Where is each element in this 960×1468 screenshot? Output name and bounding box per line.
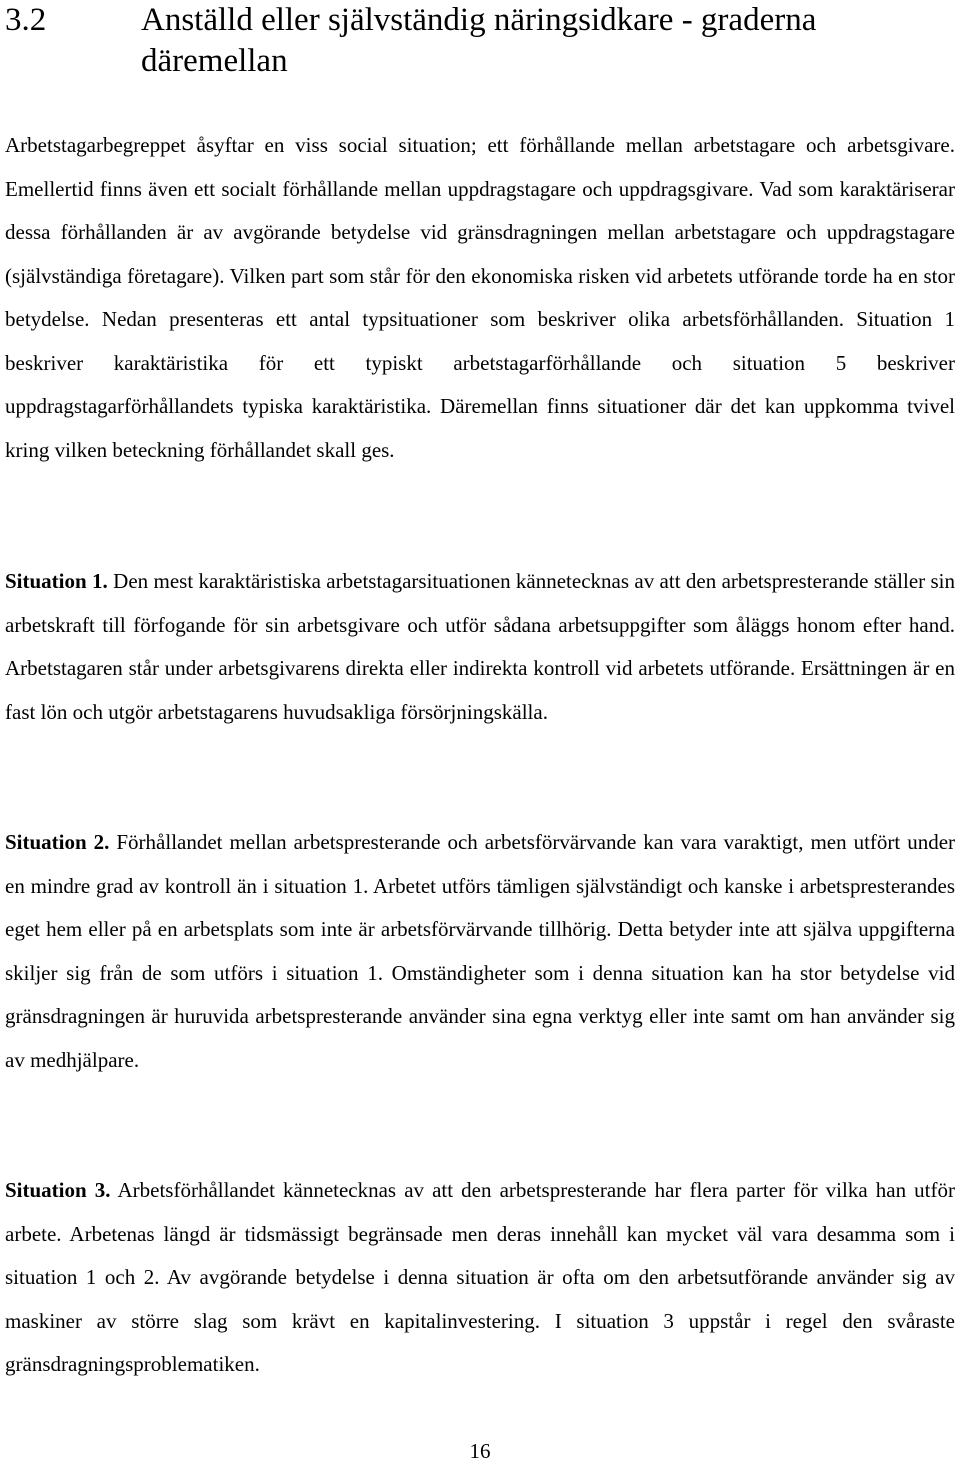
situation-2-label: Situation 2. — [5, 830, 110, 854]
section-title: Anställd eller självständig näringsidkare - graderna däremellan — [141, 2, 817, 79]
section-heading — [5, 0, 955, 82]
situation-1-text: Den mest karaktäristiska arbetstagarsituationen kännetecknas av att den arbetspresterande ställer sin arbetskraft till förfogande för sin arbetsgivare och utför sådana arbetsuppgifter som åläggs honom efter hand. Arbetstagaren står under arbetsgivarens direkta eller indirekta kontroll vid arbetets utförande. Ersättningen är en fast lön och utgör arbetstagarens huvudsakliga försörjningskälla. — [5, 569, 955, 724]
situation-2-text: Förhållandet mellan arbetspresterande och arbetsförvärvande kan vara varaktigt, men utfört under en mindre grad av kontroll än i situation 1. Arbetet utförs tämligen självständigt och kanske i arbetspresterandes eget hem eller på en arbetsplats som inte är arbetsförvärvande tillhörig. Detta betyder inte att själva uppgifterna skiljer sig från de som utförs i situation 1. Omständigheter som i denna situation kan ha stor betydelse vid gränsdragningen är huruvida arbetspresterande använder sina egna verktyg eller inte samt om han använder sig av medhjälpare. — [5, 830, 956, 1072]
situation-3-label: Situation 3. — [5, 1178, 111, 1202]
situation-3-paragraph — [5, 1169, 955, 1387]
situation-1-paragraph — [5, 560, 955, 734]
intro-paragraph: Arbetstagarbegreppet åsyftar en viss social situation; ett förhållande mellan arbetstagare och arbetsgivare. Emellertid finns även ett socialt förhållande mellan uppdragstagare och uppdragsgivare. Vad som karaktäriserar dessa förhållanden är av avgörande betydelse vid gränsdragningen mellan arbetstagare och uppdragstagare (självständiga företagare). Vilken part som står för den ekonomiska risken vid arbetets utförande torde ha en stor betydelse. Nedan presenteras ett antal typsituationer som beskriver olika arbetsförhållanden. Situation 1 beskriver karaktäristika för ett typiskt arbetstagarförhållande och situation 5 beskriver uppdragstagarförhållandets typiska karaktäristika. Däremellan finns situationer där det kan uppkomma tvivel kring vilken beteckning förhållandet skall ges. — [5, 133, 955, 462]
section-number: 3.2 — [5, 2, 47, 38]
situation-2-paragraph — [5, 821, 955, 1082]
situation-3-text: Arbetsförhållandet kännetecknas av att den arbetspresterande har flera parter för vilka han utför arbete. Arbetenas längd är tidsmässigt begränsade men deras innehåll kan mycket väl vara desamma som i situation 1 och 2. Av avgörande betydelse i denna situation är ofta om den arbetsutförande använder sig av maskiner av större slag som krävt en kapitalinvestering. I situation 3 uppstår i regel den svåraste gränsdragningsproblematiken. — [5, 1178, 955, 1376]
situation-1-label: Situation 1. — [5, 569, 108, 593]
page-number: 16 — [469, 1439, 491, 1463]
